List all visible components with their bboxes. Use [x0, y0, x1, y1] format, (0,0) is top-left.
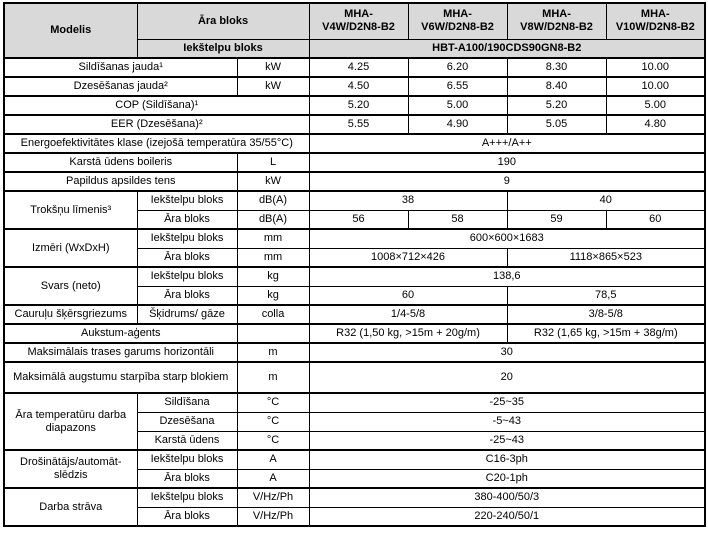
- spec-value: 58: [408, 210, 507, 229]
- spec-label: Dzesēšanas jauda²: [4, 77, 237, 96]
- spec-row-cooling-capacity: [4, 77, 705, 96]
- model-header-v8w: [507, 3, 606, 39]
- spec-value: 78,5: [507, 286, 705, 305]
- spec-value: 6.20: [408, 58, 507, 77]
- spec-value: 4.90: [408, 115, 507, 134]
- model-header-line1: MHA-: [443, 8, 472, 21]
- spec-label: Izmēri (WxDxH): [4, 229, 137, 267]
- spec-value: 1008×712×426: [309, 248, 507, 267]
- spec-value: 4.50: [309, 77, 408, 96]
- spec-unit: dB(A): [237, 191, 309, 210]
- spec-unit: V/Hz/Ph: [237, 488, 309, 507]
- spec-value: -25~35: [309, 393, 705, 412]
- spec-value: 3/8-5/8: [507, 305, 705, 324]
- spec-unit: °C: [237, 393, 309, 412]
- spec-label: EER (Dzesēšana)²: [4, 115, 309, 134]
- spec-sublabel: Iekštelpu bloks: [137, 229, 237, 248]
- spec-unit: [237, 324, 309, 343]
- model-header-line1: MHA-: [344, 8, 373, 21]
- spec-value: 5.55: [309, 115, 408, 134]
- spec-row-noise-indoor: [4, 191, 705, 210]
- spec-unit: °C: [237, 431, 309, 450]
- spec-row-dimensions-indoor: [4, 229, 705, 248]
- spec-sublabel: Iekštelpu bloks: [137, 488, 237, 507]
- spec-value: 380-400/50/3: [309, 488, 705, 507]
- spec-sublabel: Āra bloks: [137, 210, 237, 229]
- model-header-v10w: [606, 3, 705, 39]
- header-iekstelpu-bloks: Iekštelpu bloks: [137, 39, 309, 58]
- spec-value: A+++/A++: [309, 134, 705, 153]
- spec-value: 4.80: [606, 115, 705, 134]
- spec-value: 1118×865×523: [507, 248, 705, 267]
- spec-value: C20-1ph: [309, 469, 705, 488]
- spec-row-backup-heater: [4, 172, 705, 191]
- spec-value: 1/4-5/8: [309, 305, 507, 324]
- spec-unit: kg: [237, 267, 309, 286]
- spec-value: 40: [507, 191, 705, 210]
- spec-value: -5~43: [309, 412, 705, 431]
- spec-label: Karstā ūdens boileris: [4, 153, 237, 172]
- spec-value: 5.20: [309, 96, 408, 115]
- spec-value: 600×600×1683: [309, 229, 705, 248]
- spec-value: 59: [507, 210, 606, 229]
- spec-unit: A: [237, 469, 309, 488]
- spec-value: 5.00: [408, 96, 507, 115]
- spec-row-cop: [4, 96, 705, 115]
- spec-label: COP (Sildīšana)¹: [4, 96, 309, 115]
- spec-row-breaker-indoor: [4, 450, 705, 469]
- spec-unit: °C: [237, 412, 309, 431]
- model-header-v4w: [309, 3, 408, 39]
- spec-value: 10.00: [606, 58, 705, 77]
- model-header-line2: V8W/D2N8-B2: [520, 21, 593, 34]
- spec-row-pipe-size: [4, 305, 705, 324]
- spec-row-operating-range-heating: [4, 393, 705, 412]
- spec-unit: V/Hz/Ph: [237, 507, 309, 526]
- spec-unit: m: [237, 343, 309, 362]
- spec-table: [3, 2, 706, 527]
- spec-label: Papildus apsildes tens: [4, 172, 237, 191]
- spec-value: 220-240/50/1: [309, 507, 705, 526]
- spec-sublabel: Āra bloks: [137, 248, 237, 267]
- spec-unit: mm: [237, 229, 309, 248]
- spec-sublabel: Karstā ūdens: [137, 431, 237, 450]
- model-header-line2: V6W/D2N8-B2: [421, 21, 494, 34]
- spec-value: 6.55: [408, 77, 507, 96]
- spec-sublabel: Dzesēšana: [137, 412, 237, 431]
- spec-label: Darba strāva: [4, 488, 137, 526]
- spec-label: Sildīšanas jauda¹: [4, 58, 237, 77]
- spec-unit: L: [237, 153, 309, 172]
- spec-row-power-supply-indoor: [4, 488, 705, 507]
- spec-value: 4.25: [309, 58, 408, 77]
- spec-unit: kW: [237, 58, 309, 77]
- spec-value: 60: [606, 210, 705, 229]
- spec-unit: dB(A): [237, 210, 309, 229]
- spec-unit: kW: [237, 172, 309, 191]
- spec-value: 138,6: [309, 267, 705, 286]
- model-header-v6w: [408, 3, 507, 39]
- spec-sublabel: Iekštelpu bloks: [137, 450, 237, 469]
- spec-value: 5.05: [507, 115, 606, 134]
- spec-sublabel: Āra bloks: [137, 507, 237, 526]
- indoor-model-header: HBT-A100/190CDS90GN8-B2: [309, 39, 705, 58]
- spec-sublabel: Šķidrums/ gāze: [137, 305, 237, 324]
- spec-value: R32 (1,65 kg, >15m + 38g/m): [507, 324, 705, 343]
- model-header-line1: MHA-: [542, 8, 571, 21]
- spec-sublabel: Āra bloks: [137, 469, 237, 488]
- spec-unit: kW: [237, 77, 309, 96]
- spec-value: 10.00: [606, 77, 705, 96]
- spec-unit: A: [237, 450, 309, 469]
- spec-label: Aukstum-aģents: [4, 324, 237, 343]
- spec-unit: colla: [237, 305, 309, 324]
- spec-row-weight-indoor: [4, 267, 705, 286]
- spec-value: C16-3ph: [309, 450, 705, 469]
- header-row-models: [4, 3, 705, 39]
- model-header-line2: V4W/D2N8-B2: [322, 21, 395, 34]
- spec-value: 8.30: [507, 58, 606, 77]
- spec-value: 5.20: [507, 96, 606, 115]
- spec-value: 38: [309, 191, 507, 210]
- spec-value: 56: [309, 210, 408, 229]
- spec-sublabel: Iekštelpu bloks: [137, 191, 237, 210]
- spec-unit: m: [237, 362, 309, 393]
- model-header-line1: MHA-: [640, 8, 670, 21]
- spec-label: Āra temperatūru darba diapazons: [4, 393, 137, 450]
- spec-value: 30: [309, 343, 705, 362]
- spec-row-water-tank: [4, 153, 705, 172]
- spec-row-heating-capacity: [4, 58, 705, 77]
- spec-value: -25~43: [309, 431, 705, 450]
- spec-label: Cauruļu šķērsgriezums: [4, 305, 137, 324]
- spec-row-refrigerant: [4, 324, 705, 343]
- spec-value: 60: [309, 286, 507, 305]
- spec-row-max-height-diff: [4, 362, 705, 393]
- spec-row-eer: [4, 115, 705, 134]
- spec-sublabel: Iekštelpu bloks: [137, 267, 237, 286]
- model-header-line2: V10W/D2N8-B2: [615, 21, 695, 34]
- header-modelis: Modelis: [4, 3, 137, 58]
- spec-value: 5.00: [606, 96, 705, 115]
- spec-unit: mm: [237, 248, 309, 267]
- spec-value: 20: [309, 362, 705, 393]
- header-ara-bloks: Āra bloks: [137, 3, 309, 39]
- spec-value: 9: [309, 172, 705, 191]
- spec-label: Svars (neto): [4, 267, 137, 305]
- spec-sublabel: Sildīšana: [137, 393, 237, 412]
- spec-label: Energoefektivitātes klase (izejošā temperatūra 35/55°C): [4, 134, 309, 153]
- spec-value: 190: [309, 153, 705, 172]
- spec-label: Drošinātājs/automāt-slēdzis: [4, 450, 137, 488]
- spec-value: 8.40: [507, 77, 606, 96]
- spec-label: Maksimālā augstumu starpība starp blokiem: [4, 362, 237, 393]
- spec-sublabel: Āra bloks: [137, 286, 237, 305]
- spec-label: Trokšņu līmenis³: [4, 191, 137, 229]
- spec-value: R32 (1,50 kg, >15m + 20g/m): [309, 324, 507, 343]
- spec-row-energy-class: [4, 134, 705, 153]
- spec-row-max-pipe-length: [4, 343, 705, 362]
- spec-unit: kg: [237, 286, 309, 305]
- spec-label: Maksimālais trases garums horizontāli: [4, 343, 237, 362]
